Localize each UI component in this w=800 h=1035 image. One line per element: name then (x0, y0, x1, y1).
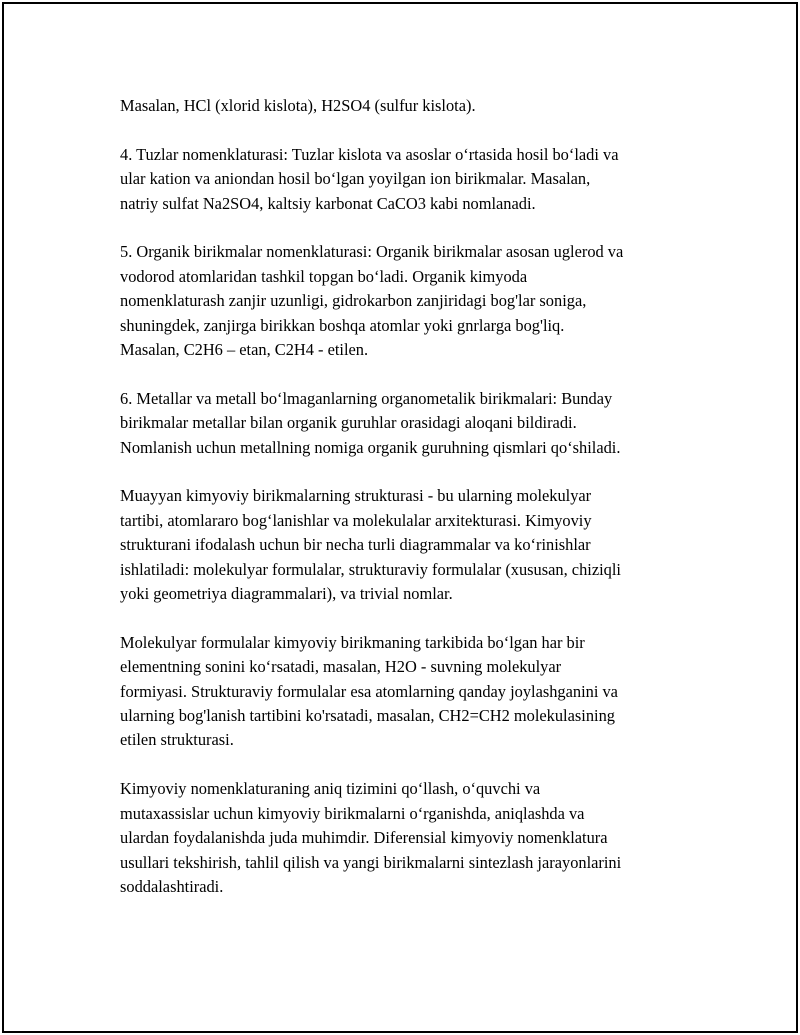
paragraph-salts-nomenclature: 4. Tuzlar nomenklaturasi: Tuzlar kislota va asoslar o‘rtasida hosil bo‘ladi va ular kation va aniondan hosil bo‘lgan yoyilgan ion birikmalar. Masalan, natriy sulfat Na2SO4, kaltsiy karbonat CaCO3 kabi nomlanadi. (120, 144, 619, 213)
paragraph-example-acids: Masalan, HCl (xlorid kislota), H2SO4 (sulfur kislota). (120, 96, 476, 115)
paragraph-molecular-formulas: Molekulyar formulalar kimyoviy birikmaning tarkibida bo‘lgan har bir elementning sonini ko‘rsatadi, masalan, H2O - suvning molekulyar formiyasi. Strukturaviy formulalar esa atomlarning qanday joylashganini va ularning bog'lanish tartibini ko'rsatadi, masalan, CH2=CH2 molekulasining etilen strukturasi. (120, 632, 618, 750)
paragraph-organometallic: 6. Metallar va metall bo‘lmaganlarning organometalik birikmalari: Bunday birikmalar metallar bilan organik guruhlar orasidagi aloqani bildiradi. Nomlanish uchun metallning nomiga organik guruhning qismlari qo‘shiladi. (120, 388, 621, 457)
paragraph-structure: Muayyan kimyoviy birikmalarning strukturasi - bu ularning molekulyar tartibi, atomlararo bog‘lanishlar va molekulalar arxitekturasi. Kimyoviy strukturani ifodalash uchun bir necha turli diagrammalar va ko‘rinishlar ishlatiladi: molekulyar formulalar, strukturaviy formulalar (xususan, chiziqli yoki geometriya diagrammalari), va trivial nomlar. (120, 486, 621, 604)
document-page (2, 2, 798, 1033)
document-body (120, 94, 710, 924)
paragraph-organic-nomenclature: 5. Organik birikmalar nomenklaturasi: Organik birikmalar asosan uglerod va vodorod atomlaridan tashkil topgan bo‘ladi. Organik kimyoda nomenklaturash zanjir uzunligi, gidrokarbon zanjiridagi bog'lar soniga, shuningdek, zanjirga birikkan boshqa atomlar yoki gnrlarga bog'liq. Masalan, C2H6 – etan, C2H4 - etilen. (120, 242, 624, 360)
paragraph-conclusion: Kimyoviy nomenklaturaning aniq tizimini qo‘llash, o‘quvchi va mutaxassislar uchun kimyoviy birikmalarni o‘rganishda, aniqlashda va ulardan foydalanishda juda muhimdir. Diferensial kimyoviy nomenklatura usullari tekshirish, tahlil qilish va yangi birikmalarni sintezlash jarayonlarini soddalashtiradi. (120, 779, 622, 896)
